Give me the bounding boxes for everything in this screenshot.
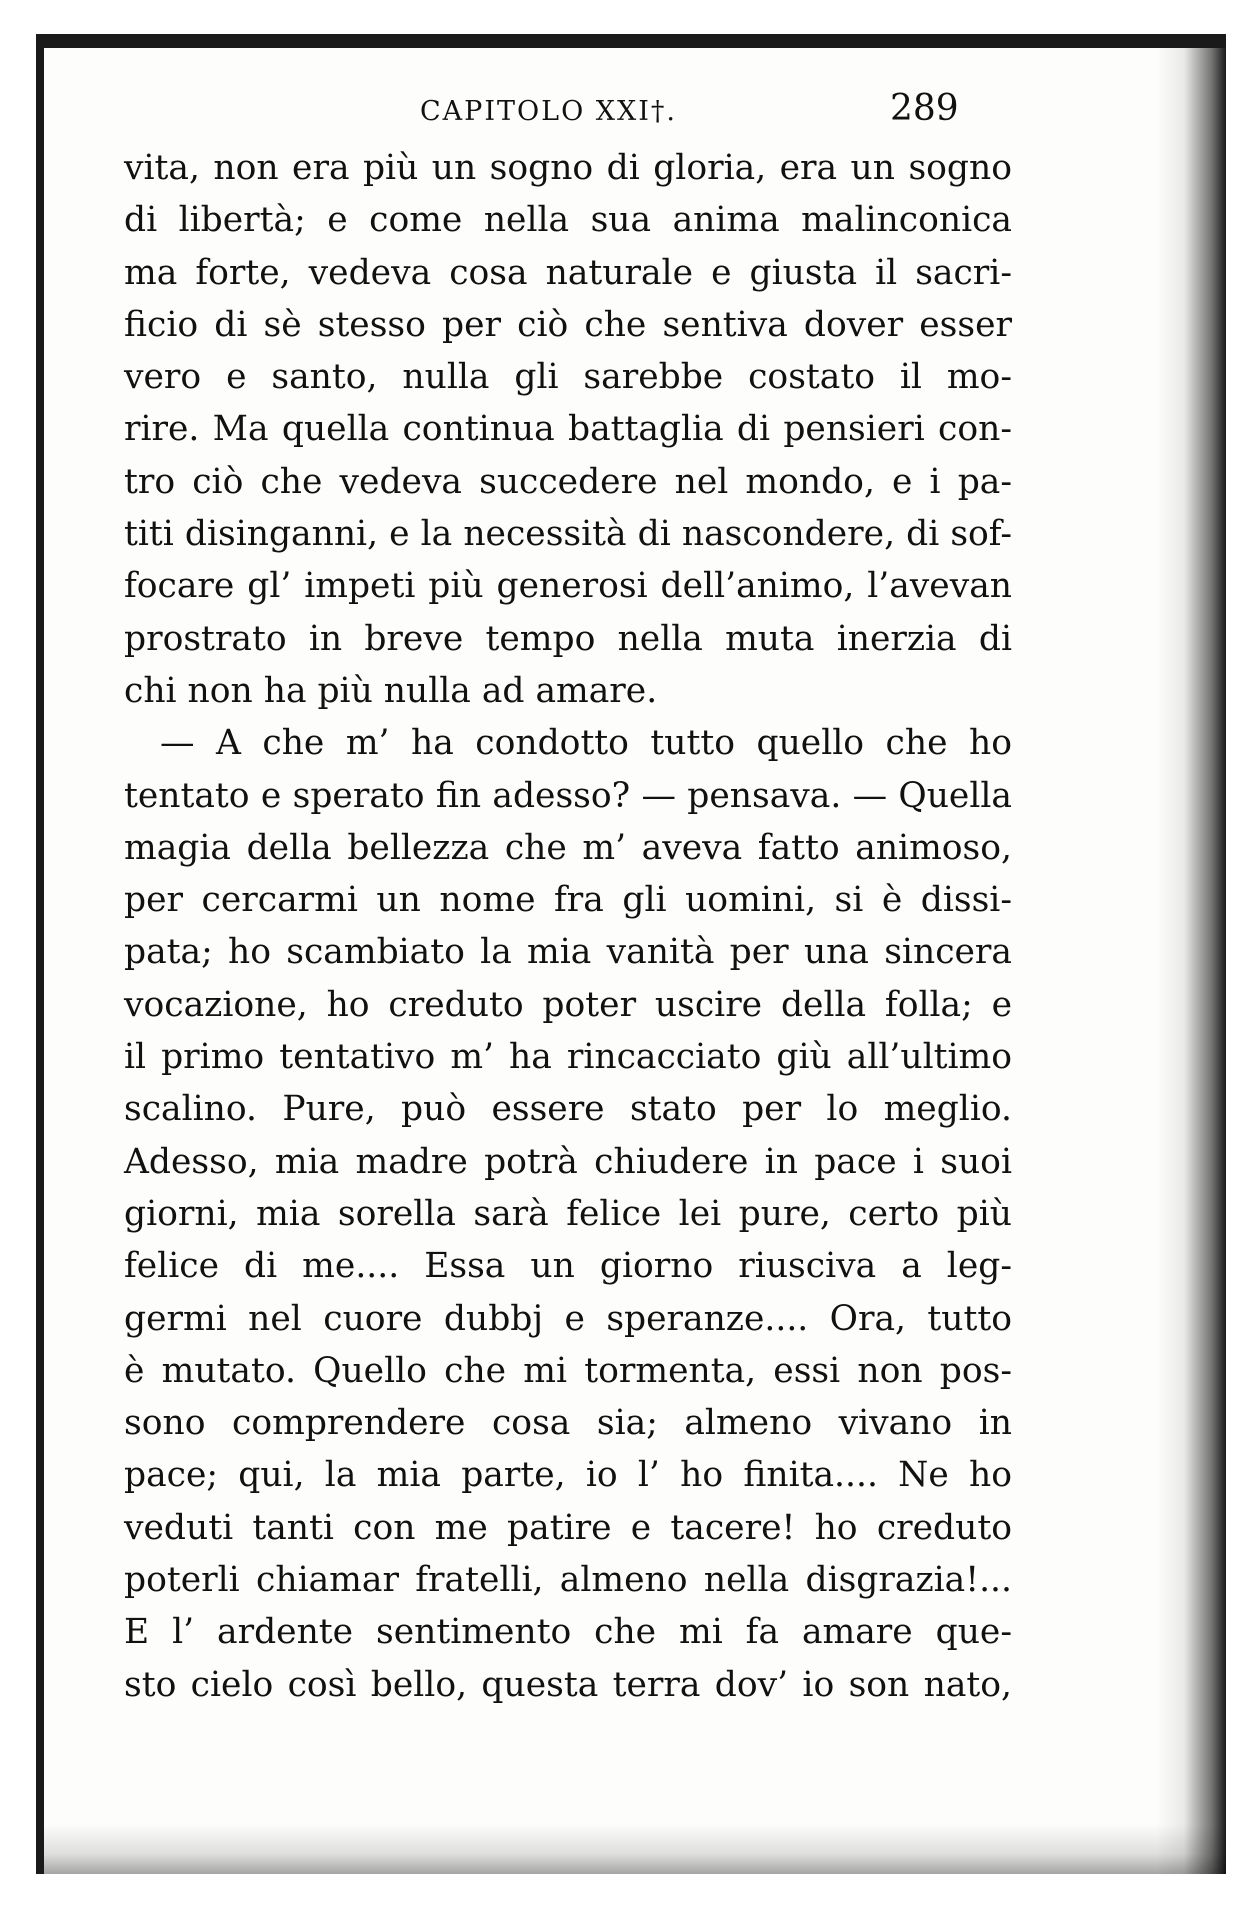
paragraph-last-line: chi non ha più nulla ad amare. — [124, 670, 658, 711]
text-line: di libertà; e come nella sua anima malinconica — [124, 200, 1012, 241]
text-line: vero e santo, nulla gli sarebbe costato il mo- — [124, 357, 1012, 398]
text-line: per cercarmi un nome fra gli uomini, si è dissi- — [124, 880, 1012, 921]
running-head — [120, 88, 1020, 138]
text-line: tentato e sperato fin adesso? — pensava. — Quella — [124, 775, 1012, 816]
text-line: focare gl’ impeti più generosi dell’animo, l’avevan — [124, 566, 1012, 607]
text-line: scalino. Pure, può essere stato per lo meglio. — [124, 1089, 1012, 1130]
text-line: Adesso, mia madre potrà chiudere in pace i suoi — [124, 1141, 1012, 1182]
text-line: pata; ho scambiato la mia vanità per una sincera — [124, 932, 1012, 973]
text-line: giorni, mia sorella sarà felice lei pure, certo più — [124, 1193, 1012, 1234]
page-number: 289 — [890, 88, 959, 129]
text-line: poterli chiamar fratelli, almeno nella disgrazia!... — [124, 1560, 1012, 1601]
text-line: pace; qui, la mia parte, io l’ ho finita.... Ne ho — [124, 1455, 1012, 1496]
binding-gutter-shadow — [1156, 48, 1226, 1874]
text-line: felice di me.... Essa un giorno riusciva a leg- — [124, 1246, 1012, 1287]
text-line: veduti tanti con me patire e tacere! ho creduto — [124, 1507, 1012, 1548]
text-line: ficio di sè stesso per ciò che sentiva dover esser — [124, 304, 1012, 345]
body-text — [124, 142, 1012, 1711]
chapter-title: CAPITOLO XXI†. — [420, 96, 677, 127]
text-line: E l’ ardente sentimento che mi fa amare que- — [124, 1612, 1012, 1653]
text-line: prostrato in breve tempo nella muta inerzia di — [124, 618, 1012, 659]
text-line: germi nel cuore dubbj e speranze.... Ora, tutto — [124, 1298, 1012, 1339]
text-line: vita, non era più un sogno di gloria, era un sogno — [124, 148, 1012, 188]
text-line: è mutato. Quello che mi tormenta, essi non pos- — [124, 1350, 1012, 1391]
text-line: rire. Ma quella continua battaglia di pensieri con- — [124, 409, 1012, 450]
text-line: titi disinganni, e la necessità di nascondere, di sof- — [124, 514, 1012, 555]
dialogue-first-line: — A che m’ ha condotto tutto quello che ho — [160, 723, 1012, 764]
text-line: ma forte, vedeva cosa naturale e giusta il sacri- — [124, 252, 1012, 293]
text-line: vocazione, ho creduto poter uscire della folla; e — [124, 984, 1012, 1025]
page-bottom-edge — [44, 1824, 1226, 1874]
text-line: tro ciò che vedeva succedere nel mondo, e i pa- — [124, 461, 1012, 502]
text-line: sono comprendere cosa sia; almeno vivano in — [124, 1403, 1012, 1444]
text-line: sto cielo così bello, questa terra dov’ io son nato, — [124, 1664, 1012, 1705]
text-line: il primo tentativo m’ ha rincacciato giù all’ultimo — [124, 1037, 1012, 1078]
text-line: magia della bellezza che m’ aveva fatto animoso, — [124, 827, 1012, 868]
